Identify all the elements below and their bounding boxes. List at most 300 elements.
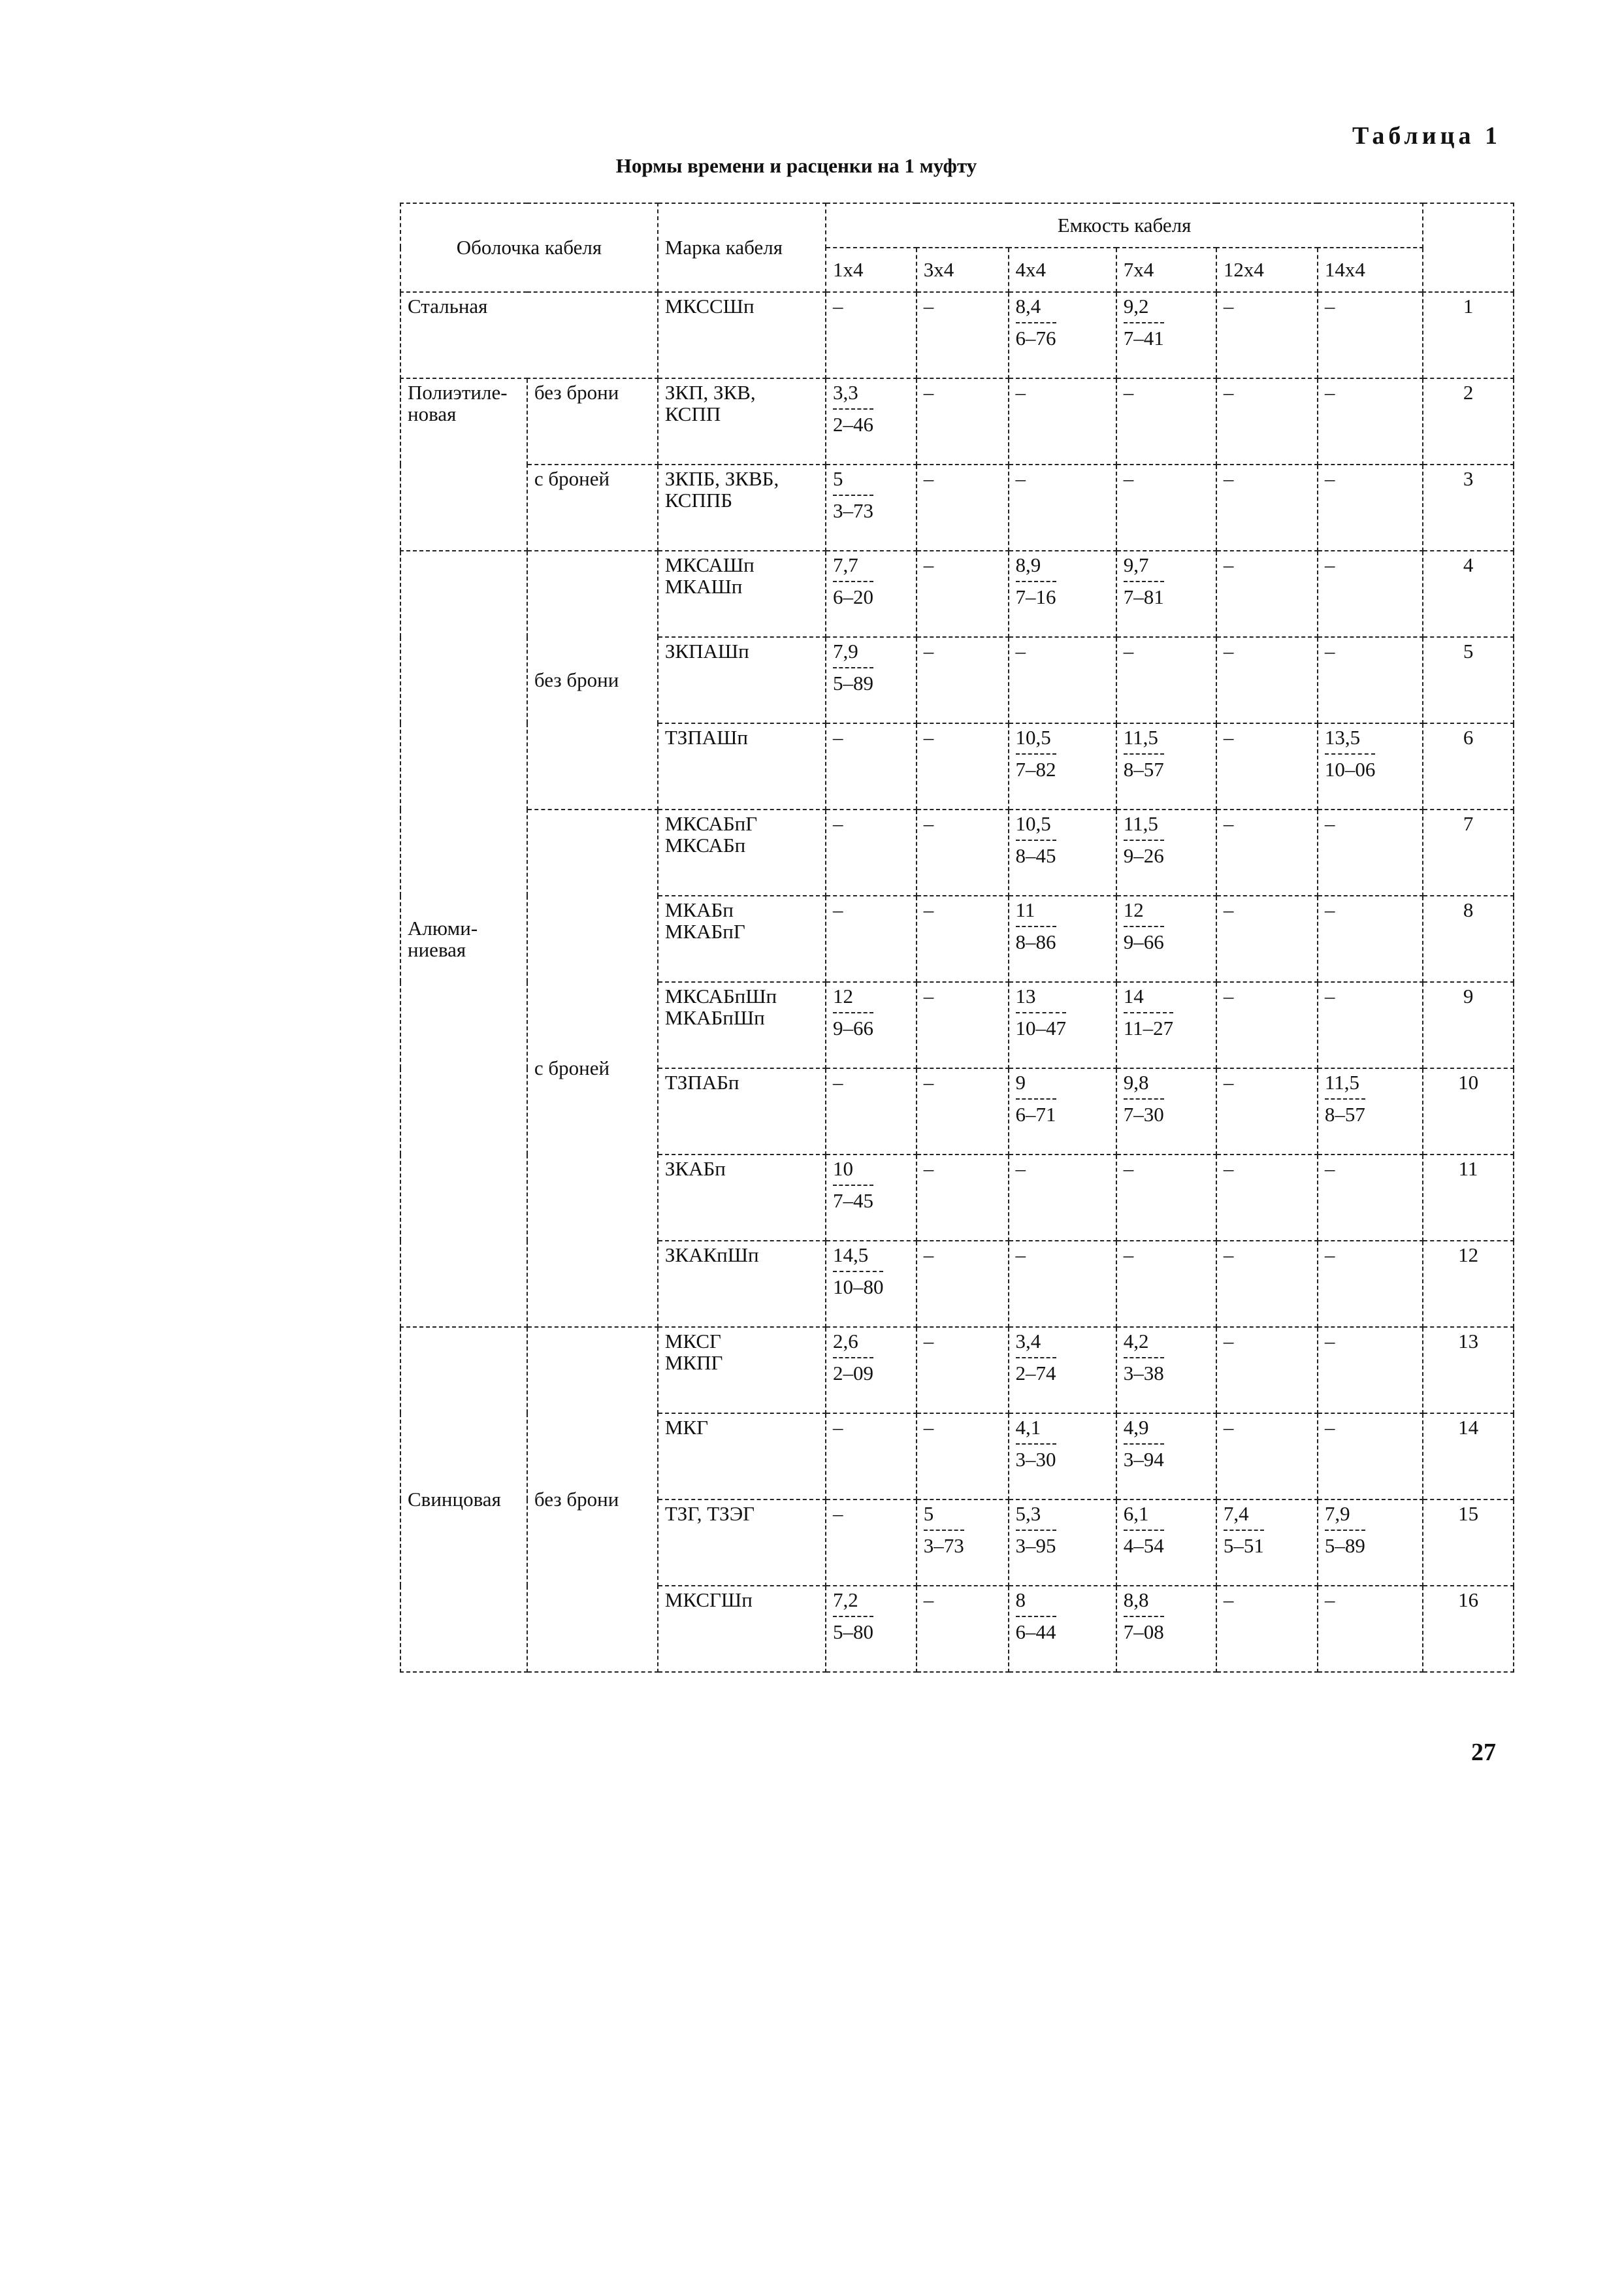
value-cell [826, 378, 917, 465]
time-norm: 7,2 [832, 1588, 858, 1611]
empty-dash: – [923, 381, 934, 404]
time-norm: 10,5 [1015, 726, 1051, 749]
value-cell [826, 1155, 917, 1241]
empty-dash: – [1223, 1588, 1234, 1611]
empty-dash: – [1123, 467, 1134, 490]
norm-rate-fraction [833, 985, 873, 1040]
time-norm: 9,7 [1123, 553, 1149, 576]
value-cell [1116, 1241, 1216, 1327]
time-norm: 3,3 [832, 381, 858, 404]
table-row [400, 378, 1514, 465]
rate-price: 8–45 [1015, 844, 1056, 868]
empty-dash: – [1324, 553, 1335, 576]
fraction-rule [1124, 1098, 1164, 1100]
armor-pe_unarmored: без брони [527, 378, 658, 465]
norm-rate-fraction [924, 1503, 964, 1557]
norm-rate-fraction [1325, 727, 1376, 781]
cable-brand: МКСГ МКПГ [658, 1327, 826, 1413]
time-norm: 11,5 [1123, 812, 1158, 835]
value-cell [826, 1068, 917, 1155]
value-cell [1318, 896, 1423, 982]
norm-rate-fraction [833, 468, 873, 522]
row-number: 9 [1423, 982, 1514, 1068]
fraction-rule [1124, 1357, 1164, 1358]
rate-price: 7–30 [1123, 1103, 1164, 1126]
rate-price: 7–41 [1123, 327, 1164, 350]
empty-dash: – [1223, 295, 1234, 318]
row-number: 16 [1423, 1586, 1514, 1672]
sheath-polyethylene: Полиэтиле- новая [400, 378, 527, 551]
rate-price: 9–66 [1123, 930, 1164, 954]
empty-dash: – [1015, 1243, 1026, 1266]
fraction-rule [833, 581, 873, 582]
value-cell [1216, 637, 1318, 723]
value-cell [917, 1413, 1009, 1499]
empty-dash: – [832, 898, 843, 921]
armor-al_armored: с броней [527, 810, 658, 1327]
empty-dash: – [1123, 1157, 1134, 1180]
armor-pb_unarmored: без брони [527, 1327, 658, 1672]
rate-price: 5–89 [1324, 1534, 1365, 1558]
cable-brand: ТЗПАШп [658, 723, 826, 810]
rate-price: 2–46 [832, 413, 873, 436]
empty-dash: – [923, 295, 934, 318]
value-cell [1318, 637, 1423, 723]
time-norm: 8,9 [1015, 553, 1041, 576]
fraction-rule [1124, 322, 1164, 323]
empty-dash: – [1223, 1071, 1234, 1094]
empty-dash: – [1123, 640, 1134, 663]
value-cell [917, 1155, 1009, 1241]
empty-dash: – [1015, 381, 1026, 404]
header-capacity-4x4: 4х4 [1009, 248, 1116, 292]
header-capacity-14x4: 14х4 [1318, 248, 1423, 292]
table-row [400, 810, 1514, 896]
fraction-rule [1016, 1616, 1056, 1617]
cable-brand: МКССШп [658, 292, 826, 378]
value-cell [1216, 1155, 1318, 1241]
empty-dash: – [1324, 812, 1335, 835]
row-number: 6 [1423, 723, 1514, 810]
cable-brand: ЗКПАШп [658, 637, 826, 723]
rate-price: 3–38 [1123, 1362, 1164, 1385]
value-cell [1216, 292, 1318, 378]
norm-rate-fraction [1016, 813, 1056, 867]
empty-dash: – [1324, 1243, 1335, 1266]
time-norm: 14 [1123, 985, 1144, 1008]
norm-rate-fraction [833, 1589, 873, 1643]
empty-dash: – [923, 898, 934, 921]
value-cell [917, 896, 1009, 982]
value-cell [1009, 1068, 1116, 1155]
norm-rate-fraction [1124, 813, 1164, 867]
value-cell [1318, 378, 1423, 465]
norm-rate-fraction [833, 1158, 873, 1212]
time-norm: 9,8 [1123, 1071, 1149, 1094]
value-cell [1318, 1327, 1423, 1413]
empty-dash: – [923, 1243, 934, 1266]
time-norm: 14,5 [832, 1243, 869, 1266]
value-cell [826, 465, 917, 551]
fraction-rule [1124, 1012, 1173, 1013]
rate-price: 7–16 [1015, 585, 1056, 609]
armor-al_unarmored: без брони [527, 551, 658, 810]
norm-rate-fraction [1124, 295, 1164, 350]
fraction-rule [1124, 1616, 1164, 1617]
fraction-rule [1224, 1530, 1264, 1531]
fraction-rule [1124, 926, 1164, 927]
fraction-rule [833, 1616, 873, 1617]
row-number: 5 [1423, 637, 1514, 723]
time-norm: 3,4 [1015, 1330, 1041, 1352]
norm-rate-fraction [1124, 1330, 1164, 1385]
rate-price: 3–30 [1015, 1448, 1056, 1471]
empty-dash: – [1123, 381, 1134, 404]
empty-dash: – [1324, 295, 1335, 318]
value-cell [917, 1586, 1009, 1672]
cable-brand: ТЗПАБп [658, 1068, 826, 1155]
fraction-rule [1016, 1443, 1056, 1445]
empty-dash: – [1015, 467, 1026, 490]
rate-price: 2–74 [1015, 1362, 1056, 1385]
empty-dash: – [1223, 1330, 1234, 1352]
rate-price: 7–45 [832, 1189, 873, 1213]
rate-price: 8–57 [1123, 758, 1164, 781]
norm-rate-fraction [1016, 1072, 1056, 1126]
fraction-rule [1124, 1530, 1164, 1531]
fraction-rule [1016, 1012, 1067, 1013]
empty-dash: – [923, 1071, 934, 1094]
value-cell [1009, 1241, 1116, 1327]
value-cell [1009, 982, 1116, 1068]
table-row [400, 551, 1514, 637]
sheath-lead: Свинцовая [400, 1327, 527, 1672]
rate-price: 6–76 [1015, 327, 1056, 350]
fraction-rule [1016, 1357, 1056, 1358]
header-capacity-3x4: 3х4 [917, 248, 1009, 292]
value-cell [1009, 551, 1116, 637]
time-norm: 5 [923, 1502, 934, 1525]
value-cell [917, 982, 1009, 1068]
rate-price: 3–73 [832, 499, 873, 523]
value-cell [917, 810, 1009, 896]
cable-brand: МКСАБпШп МКАБпШп [658, 982, 826, 1068]
value-cell [1009, 465, 1116, 551]
value-cell [826, 1586, 917, 1672]
empty-dash: – [923, 1157, 934, 1180]
time-norm: 11,5 [1123, 726, 1158, 749]
value-cell [826, 1327, 917, 1413]
norm-rate-fraction [1325, 1503, 1365, 1557]
row-number: 15 [1423, 1499, 1514, 1586]
row-number: 3 [1423, 465, 1514, 551]
row-number: 10 [1423, 1068, 1514, 1155]
page-number: 27 [1471, 1739, 1496, 1766]
rate-price: 10–80 [832, 1275, 884, 1299]
value-cell [1216, 1586, 1318, 1672]
cable-brand: МКСГШп [658, 1586, 826, 1672]
row-number: 1 [1423, 292, 1514, 378]
fraction-rule [833, 667, 873, 668]
value-cell [1009, 896, 1116, 982]
empty-dash: – [832, 1416, 843, 1439]
value-cell [917, 637, 1009, 723]
header-rownum [1423, 203, 1514, 292]
empty-dash: – [1223, 1157, 1234, 1180]
fraction-rule [1016, 753, 1056, 755]
header-capacity-12x4: 12х4 [1216, 248, 1318, 292]
empty-dash: – [1223, 812, 1234, 835]
value-cell [1116, 1586, 1216, 1672]
value-cell [1216, 1413, 1318, 1499]
value-cell [1009, 1155, 1116, 1241]
time-norm: 7,4 [1223, 1502, 1249, 1525]
value-cell [1216, 1327, 1318, 1413]
value-cell [1318, 810, 1423, 896]
value-cell [917, 292, 1009, 378]
row-number: 4 [1423, 551, 1514, 637]
value-cell [1318, 1068, 1423, 1155]
empty-dash: – [1223, 553, 1234, 576]
rate-price: 7–08 [1123, 1620, 1164, 1644]
value-cell [1009, 810, 1116, 896]
rate-price: 11–27 [1123, 1017, 1174, 1040]
norm-rate-fraction [1016, 899, 1056, 953]
empty-dash: – [1123, 1243, 1134, 1266]
value-cell [826, 1413, 917, 1499]
value-cell [1009, 1586, 1116, 1672]
norm-rate-fraction [833, 382, 873, 436]
time-norm: 9 [1015, 1071, 1026, 1094]
empty-dash: – [1223, 898, 1234, 921]
rate-price: 10–47 [1015, 1017, 1067, 1040]
value-cell [1116, 1327, 1216, 1413]
value-cell [1318, 465, 1423, 551]
value-cell [1216, 551, 1318, 637]
norm-rate-fraction [1016, 554, 1056, 608]
empty-dash: – [832, 1502, 843, 1525]
value-cell [1216, 465, 1318, 551]
value-cell [1009, 723, 1116, 810]
rate-price: 8–86 [1015, 930, 1056, 954]
norm-rate-fraction [1124, 1589, 1164, 1643]
row-number: 8 [1423, 896, 1514, 982]
value-cell [1318, 1586, 1423, 1672]
norm-rate-fraction [1124, 1503, 1164, 1557]
value-cell [1116, 378, 1216, 465]
empty-dash: – [1223, 1243, 1234, 1266]
value-cell [826, 723, 917, 810]
value-cell [1116, 1155, 1216, 1241]
value-cell [1318, 1413, 1423, 1499]
value-cell [1216, 810, 1318, 896]
cable-brand: ЗКАКпШп [658, 1241, 826, 1327]
rate-price: 6–20 [832, 585, 873, 609]
fraction-rule [1016, 840, 1056, 841]
time-norm: 11,5 [1324, 1071, 1360, 1094]
empty-dash: – [832, 812, 843, 835]
norm-rate-fraction [1016, 1330, 1056, 1385]
value-cell [917, 1068, 1009, 1155]
cable-brand: ЗКАБп [658, 1155, 826, 1241]
cable-brand: МКСАШп МКАШп [658, 551, 826, 637]
empty-dash: – [923, 726, 934, 749]
time-norm: 6,1 [1123, 1502, 1149, 1525]
norm-rate-fraction [1016, 1503, 1056, 1557]
value-cell [1216, 982, 1318, 1068]
value-cell [1116, 465, 1216, 551]
norm-rate-fraction [1016, 727, 1056, 781]
time-norm: 4,2 [1123, 1330, 1149, 1352]
time-norm: 8,4 [1015, 295, 1041, 318]
value-cell [1318, 551, 1423, 637]
value-cell [1116, 1068, 1216, 1155]
empty-dash: – [1223, 726, 1234, 749]
value-cell [826, 551, 917, 637]
value-cell [1116, 551, 1216, 637]
norm-rate-fraction [1124, 985, 1173, 1040]
norm-rate-fraction [833, 1330, 873, 1385]
fraction-rule [1325, 1098, 1365, 1100]
value-cell [1216, 378, 1318, 465]
empty-dash: – [923, 640, 934, 663]
row-number: 12 [1423, 1241, 1514, 1327]
time-norm: 12 [1123, 898, 1144, 921]
norm-rate-fraction [1124, 1417, 1164, 1471]
empty-dash: – [1324, 898, 1335, 921]
fraction-rule [1016, 926, 1056, 927]
empty-dash: – [1223, 467, 1234, 490]
value-cell [826, 1241, 917, 1327]
rate-price: 10–06 [1324, 758, 1376, 781]
norms-table-container [400, 203, 1514, 1673]
rate-price: 6–71 [1015, 1103, 1056, 1126]
time-norm: 13,5 [1324, 726, 1361, 749]
fraction-rule [1124, 753, 1164, 755]
norm-rate-fraction [1224, 1503, 1264, 1557]
empty-dash: – [1015, 1157, 1026, 1180]
norm-rate-fraction [1124, 554, 1164, 608]
norm-rate-fraction [1124, 1072, 1164, 1126]
empty-dash: – [1223, 985, 1234, 1008]
rate-price: 8–57 [1324, 1103, 1365, 1126]
value-cell [1116, 1499, 1216, 1586]
empty-dash: – [1223, 381, 1234, 404]
empty-dash: – [1324, 985, 1335, 1008]
value-cell [917, 1241, 1009, 1327]
row-number: 7 [1423, 810, 1514, 896]
norm-rate-fraction [1016, 985, 1067, 1040]
rate-price: 7–81 [1123, 585, 1164, 609]
empty-dash: – [1324, 1157, 1335, 1180]
time-norm: 5,3 [1015, 1502, 1041, 1525]
value-cell [1216, 1499, 1318, 1586]
value-cell [917, 1327, 1009, 1413]
value-cell [1116, 810, 1216, 896]
empty-dash: – [1324, 1416, 1335, 1439]
empty-dash: – [1015, 640, 1026, 663]
empty-dash: – [1324, 1330, 1335, 1352]
fraction-rule [833, 495, 873, 496]
norm-rate-fraction [833, 1244, 884, 1298]
value-cell [1009, 637, 1116, 723]
empty-dash: – [1324, 1588, 1335, 1611]
fraction-rule [1124, 840, 1164, 841]
value-cell [826, 1499, 917, 1586]
value-cell [917, 465, 1009, 551]
norm-rate-fraction [1016, 1589, 1056, 1643]
header-capacity: Емкость кабеля [826, 203, 1423, 248]
cable-brand: ЗКП, ЗКВ, КСПП [658, 378, 826, 465]
rate-price: 9–66 [832, 1017, 873, 1040]
fraction-rule [833, 1012, 873, 1013]
norm-rate-fraction [1325, 1072, 1365, 1126]
norm-rate-fraction [1124, 727, 1164, 781]
rate-price: 5–51 [1223, 1534, 1264, 1558]
value-cell [1009, 1327, 1116, 1413]
value-cell [1116, 723, 1216, 810]
table-label: Таблица 1 [1352, 122, 1501, 150]
value-cell [1116, 982, 1216, 1068]
empty-dash: – [923, 467, 934, 490]
empty-dash: – [832, 295, 843, 318]
value-cell [1318, 723, 1423, 810]
value-cell [1216, 723, 1318, 810]
rate-price: 3–94 [1123, 1448, 1164, 1471]
time-norm: 7,9 [1324, 1502, 1350, 1525]
fraction-rule [1016, 1530, 1056, 1531]
time-norm: 4,9 [1123, 1416, 1149, 1439]
time-norm: 7,9 [832, 640, 858, 663]
time-norm: 2,6 [832, 1330, 858, 1352]
time-norm: 13 [1015, 985, 1036, 1008]
rate-price: 3–95 [1015, 1534, 1056, 1558]
rate-price: 9–26 [1123, 844, 1164, 868]
row-number: 14 [1423, 1413, 1514, 1499]
rate-price: 6–44 [1015, 1620, 1056, 1644]
fraction-rule [1124, 581, 1164, 582]
value-cell [1009, 1499, 1116, 1586]
fraction-rule [1325, 753, 1376, 755]
empty-dash: – [832, 726, 843, 749]
table-title-text: Нормы времени и расценки на 1 муфту [615, 154, 977, 177]
fraction-rule [924, 1530, 964, 1531]
value-cell [1009, 292, 1116, 378]
rate-price: 5–89 [832, 672, 873, 695]
cable-brand: МКГ [658, 1413, 826, 1499]
value-cell [1318, 1241, 1423, 1327]
value-cell [1116, 292, 1216, 378]
cable-brand: ЗКПБ, ЗКВБ, КСППБ [658, 465, 826, 551]
value-cell [917, 1499, 1009, 1586]
norm-rate-fraction [1124, 899, 1164, 953]
norms-table [400, 203, 1514, 1673]
value-cell [917, 378, 1009, 465]
empty-dash: – [832, 1071, 843, 1094]
time-norm: 10 [832, 1157, 853, 1180]
value-cell [826, 637, 917, 723]
time-norm: 4,1 [1015, 1416, 1041, 1439]
time-norm: 9,2 [1123, 295, 1149, 318]
empty-dash: – [1324, 467, 1335, 490]
empty-dash: – [923, 1416, 934, 1439]
fraction-rule [833, 1357, 873, 1358]
empty-dash: – [1324, 640, 1335, 663]
empty-dash: – [923, 812, 934, 835]
value-cell [1318, 1155, 1423, 1241]
table-row [400, 465, 1514, 551]
value-cell [1116, 637, 1216, 723]
